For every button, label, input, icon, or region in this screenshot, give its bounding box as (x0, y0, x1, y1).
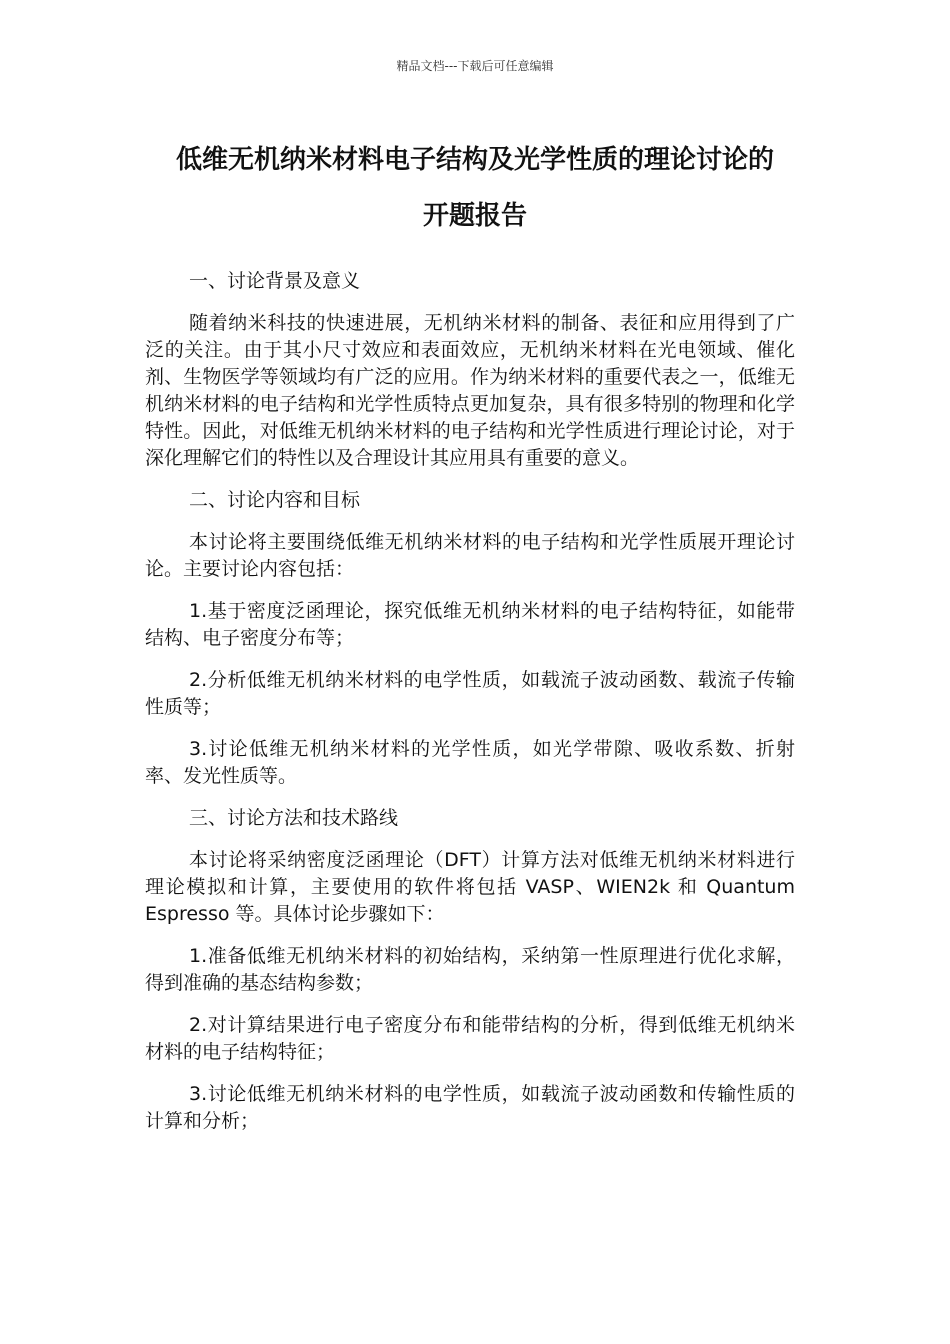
list-item-methods-3: 3.讨论低维无机纳米材料的电学性质，如载流子波动函数和传输性质的计算和分析； (145, 1083, 795, 1132)
page-header: 精品文档---下载后可任意编辑 (396, 59, 554, 73)
paragraph-content-intro: 本讨论将主要围绕低维无机纳米材料的电子结构和光学性质展开理论讨论。主要讨论内容包括： (145, 531, 795, 580)
document-title (120, 132, 830, 244)
paragraph-methods-intro: 本讨论将采纳密度泛函理论（DFT）计算方法对低维无机纳米材料进行理论模拟和计算，主要使用的软件将包括 VASP、WIEN2k 和 Quantum Espresso 等。具体讨论步骤如下： (145, 849, 795, 925)
list-item-content-3: 3.讨论低维无机纳米材料的光学性质，如光学带隙、吸收系数、折射率、发光性质等。 (145, 738, 795, 787)
list-item-methods-2: 2.对计算结果进行电子密度分布和能带结构的分析，得到低维无机纳米材料的电子结构特征； (145, 1014, 795, 1063)
list-item-content-2: 2.分析低维无机纳米材料的电学性质，如载流子波动函数、载流子传输性质等； (145, 669, 795, 718)
paragraph-background: 随着纳米科技的快速进展，无机纳米材料的制备、表征和应用得到了广泛的关注。由于其小尺寸效应和表面效应，无机纳米材料在光电领域、催化剂、生物医学等领域均有广泛的应用。作为纳米材料的重要代表之一，低维无机纳米材料的电子结构和光学性质特点更加复杂，具有很多特别的物理和化学特性。因此，对低维无机纳米材料的电子结构和光学性质进行理论讨论，对于深化理解它们的特性以及合理设计其应用具有重要的意义。 (145, 312, 795, 469)
title-line-2: 开题报告 (422, 201, 527, 231)
document-body (145, 268, 795, 1150)
list-item-content-1: 1.基于密度泛函理论，探究低维无机纳米材料的电子结构特征，如能带结构、电子密度分布等； (145, 600, 795, 649)
list-item-methods-1: 1.准备低维无机纳米材料的初始结构，采纳第一性原理进行优化求解，得到准确的基态结构参数； (145, 945, 795, 994)
section-heading-content: 二、讨论内容和目标 (189, 489, 361, 511)
title-line-1: 低维无机纳米材料电子结构及光学性质的理论讨论的 (175, 145, 774, 175)
section-heading-background: 一、讨论背景及意义 (189, 270, 361, 292)
section-heading-methods: 三、讨论方法和技术路线 (189, 807, 399, 829)
